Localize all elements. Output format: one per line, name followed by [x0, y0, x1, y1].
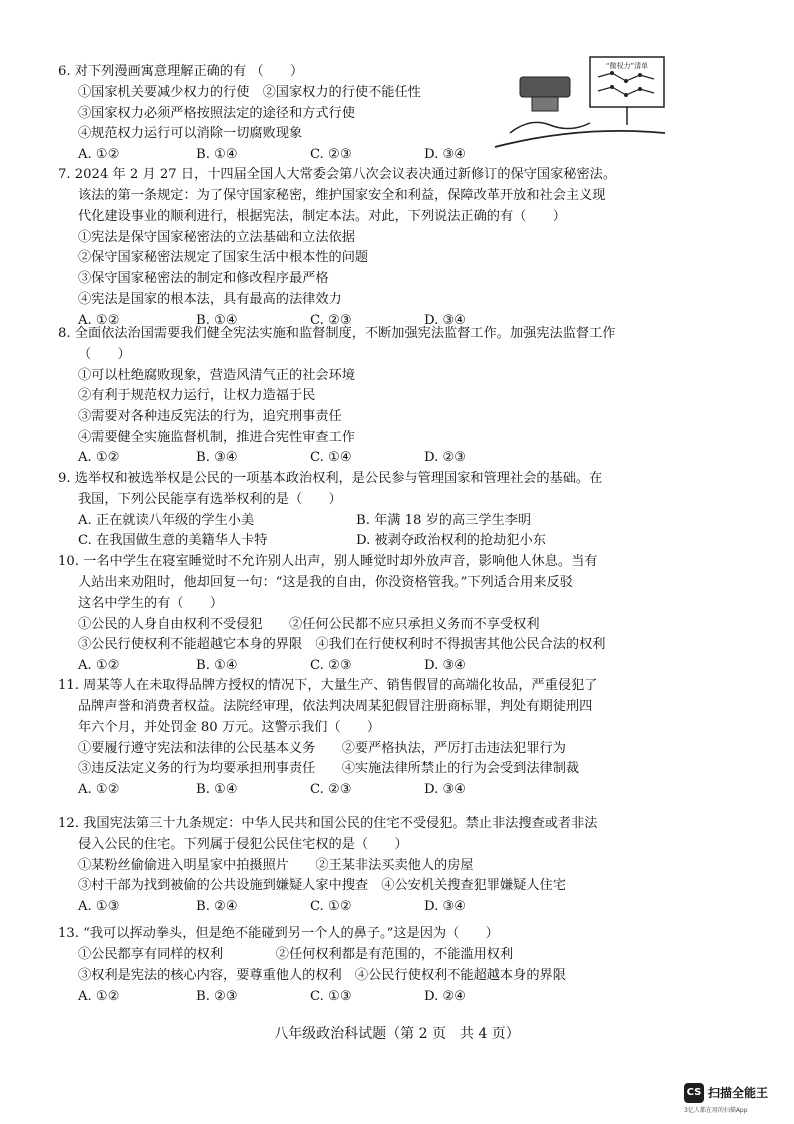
- question-10-statement: ①公民的人身自由权利不受侵犯 ②任何公民都不应只承担义务而不享受权利: [78, 617, 540, 632]
- question-11-stem: 品牌声誉和消费者权益。法院经审理，依法判决周某犯假冒注册商标罪，判处有期徒刑四: [78, 699, 593, 714]
- question-13-option-b: B. ②③: [196, 989, 238, 1004]
- question-11-stem: 年六个月，并处罚金 80 万元。这警示我们（ ）: [78, 720, 381, 735]
- question-13-statement: ①公民都享有同样的权利 ②任何权利都是有范围的，不能滥用权利: [78, 947, 514, 962]
- question-6-stem: 6. 对下列漫画寓意理解正确的有 （ ）: [58, 64, 304, 79]
- question-6-statement: ③国家权力必须严格按照法定的途径和方式行使: [78, 106, 355, 121]
- question-8-statement: ②有利于规范权力运行，让权力造福于民: [78, 388, 316, 403]
- question-8-option-b: B. ③④: [196, 450, 238, 465]
- question-12-statement: ①某粉丝偷偷进入明星家中拍摄照片 ②王某非法买卖他人的房屋: [78, 858, 474, 873]
- question-8-statement: ④需要健全实施监督机制，推进合宪性审查工作: [78, 430, 355, 445]
- question-9-option-b: B. 年满 18 岁的高三学生李明: [356, 513, 532, 528]
- question-13-option-a: A. ①②: [78, 989, 120, 1004]
- question-7-option-a: A. ①②: [78, 313, 120, 328]
- question-12-option-b: B. ②④: [196, 899, 238, 914]
- question-8-statement: ①可以杜绝腐败现象，营造风清气正的社会环境: [78, 368, 355, 383]
- question-7-stem: 代化建设事业的顺利进行，根据宪法，制定本法。对此，下列说法正确的有（ ）: [78, 209, 566, 224]
- question-11-option-d: D. ③④: [424, 782, 467, 797]
- question-7-option-d: D. ③④: [424, 313, 467, 328]
- question-7-option-b: B. ①④: [196, 313, 238, 328]
- question-8-option-c: C. ①④: [310, 450, 352, 465]
- scanner-watermark: [684, 1081, 794, 1117]
- scanner-app-name: 扫描全能王: [708, 1086, 769, 1100]
- question-11-statement: ③违反法定义务的行为均要承担刑事责任 ④实施法律所禁止的行为会受到法律制裁: [78, 761, 580, 776]
- question-10-option-d: D. ③④: [424, 658, 467, 673]
- question-6-option-c: C. ②③: [310, 147, 352, 162]
- question-9-stem: 我国，下列公民能享有选举权利的是（ ）: [78, 492, 342, 507]
- question-7-statement: ②保守国家秘密法规定了国家生活中根本性的问题: [78, 250, 369, 265]
- question-10-stem: 这名中学生的有（ ）: [78, 596, 224, 611]
- question-8-stem: （ ）: [78, 347, 131, 362]
- question-10-option-b: B. ①④: [196, 658, 238, 673]
- question-8-statement: ③需要对各种违反宪法的行为，追究刑事责任: [78, 409, 342, 424]
- question-12-option-a: A. ①③: [78, 899, 120, 914]
- question-12-stem: 12. 我国宪法第三十九条规定：中华人民共和国公民的住宅不受侵犯。禁止非法搜查或者非法: [58, 816, 598, 831]
- question-7-statement: ①宪法是保守国家秘密法的立法基础和立法依据: [78, 230, 355, 245]
- question-6-option-d: D. ③④: [424, 147, 467, 162]
- question-6-option-a: A. ①②: [78, 147, 120, 162]
- question-10-stem: 10. 一名中学生在寝室睡觉时不允许别人出声，别人睡觉时却外放声音，影响他人休息。当有: [58, 554, 598, 569]
- question-7-statement: ④宪法是国家的根本法，具有最高的法律效力: [78, 292, 342, 307]
- question-9-option-a: A. 正在就读八年级的学生小美: [78, 513, 255, 528]
- question-10-option-c: C. ②③: [310, 658, 352, 673]
- stamp: [520, 77, 570, 97]
- page-footer: 八年级政治科试题（第 2 页 共 4 页）: [274, 1026, 520, 1042]
- question-10-statement: ③公民行使权利不能超越它本身的界限 ④我们在行使权利时不得损害其他公民合法的权利: [78, 637, 606, 652]
- question-12-statement: ③村干部为找到被偷的公共设施到嫌疑人家中搜查 ④公安机关搜查犯罪嫌疑人住宅: [78, 878, 566, 893]
- question-10-option-a: A. ①②: [78, 658, 120, 673]
- question-6-statement: ①国家机关要减少权力的行使 ②国家权力的行使不能任性: [78, 85, 421, 100]
- question-9-stem: 9. 选举权和被选举权是公民的一项基本政治权利，是公民参与管理国家和管理社会的基础。在: [58, 471, 603, 486]
- question-7-statement: ③保守国家秘密法的制定和修改程序最严格: [78, 271, 329, 286]
- cartoon-illustration: [490, 55, 670, 155]
- ground-line: [495, 131, 665, 147]
- question-13-stem: 13. “我可以挥动拳头，但是绝不能碰到另一个人的鼻子。”这是因为（ ）: [58, 926, 499, 941]
- question-11-statement: ①要履行遵守宪法和法律的公民基本义务 ②要严格执法，严厉打击违法犯罪行为: [78, 741, 566, 756]
- scanner-logo-icon: CS: [684, 1083, 704, 1103]
- question-11-stem: 11. 周某等人在未取得品牌方授权的情况下，大量生产、销售假冒的高端化妆品，严重侵犯了: [58, 678, 598, 693]
- question-12-stem: 侵入公民的住宅。下列属于侵犯公民住宅权的是（ ）: [78, 837, 408, 852]
- question-12-option-c: C. ①②: [310, 899, 352, 914]
- question-7-stem: 7. 2024 年 2 月 27 日，十四届全国人大常委会第八次会议表决通过新修订的保守国家秘密法。: [58, 167, 617, 182]
- question-9-option-d: D. 被剥夺政治权利的抢劫犯小东: [356, 533, 546, 548]
- question-11-option-c: C. ②③: [310, 782, 352, 797]
- question-6-statement: ④规范权力运行可以消除一切腐败现象: [78, 126, 303, 141]
- question-7-stem: 该法的第一条规定：为了保守国家秘密，维护国家安全和利益，保障改革开放和社会主义现: [78, 188, 606, 203]
- question-10-stem: 人站出来劝阻时，他却回复一句：“这是我的自由，你没资格管我。”下列适合用来反驳: [78, 575, 573, 590]
- cartoon-drawing: [490, 55, 670, 155]
- sign-title: “微权力”清单: [605, 62, 649, 70]
- question-13-option-c: C. ①③: [310, 989, 352, 1004]
- question-6-option-b: B. ①④: [196, 147, 238, 162]
- question-8-option-d: D. ②③: [424, 450, 467, 465]
- question-8-option-a: A. ①②: [78, 450, 120, 465]
- question-13-option-d: D. ②④: [424, 989, 467, 1004]
- question-13-statement: ③权利是宪法的核心内容，要尊重他人的权利 ④公民行使权利不能超越本身的界限: [78, 968, 566, 983]
- scanner-tagline: 3亿人都在用的扫描App: [684, 1107, 748, 1114]
- question-11-option-b: B. ①④: [196, 782, 238, 797]
- question-9-option-c: C. 在我国做生意的美籍华人卡特: [78, 533, 268, 548]
- question-12-option-d: D. ③④: [424, 899, 467, 914]
- question-7-option-c: C. ②③: [310, 313, 352, 328]
- question-8-stem: 8. 全面依法治国需要我们健全宪法实施和监督制度，不断加强宪法监督工作。加强宪法监督工作: [58, 326, 616, 341]
- question-11-option-a: A. ①②: [78, 782, 120, 797]
